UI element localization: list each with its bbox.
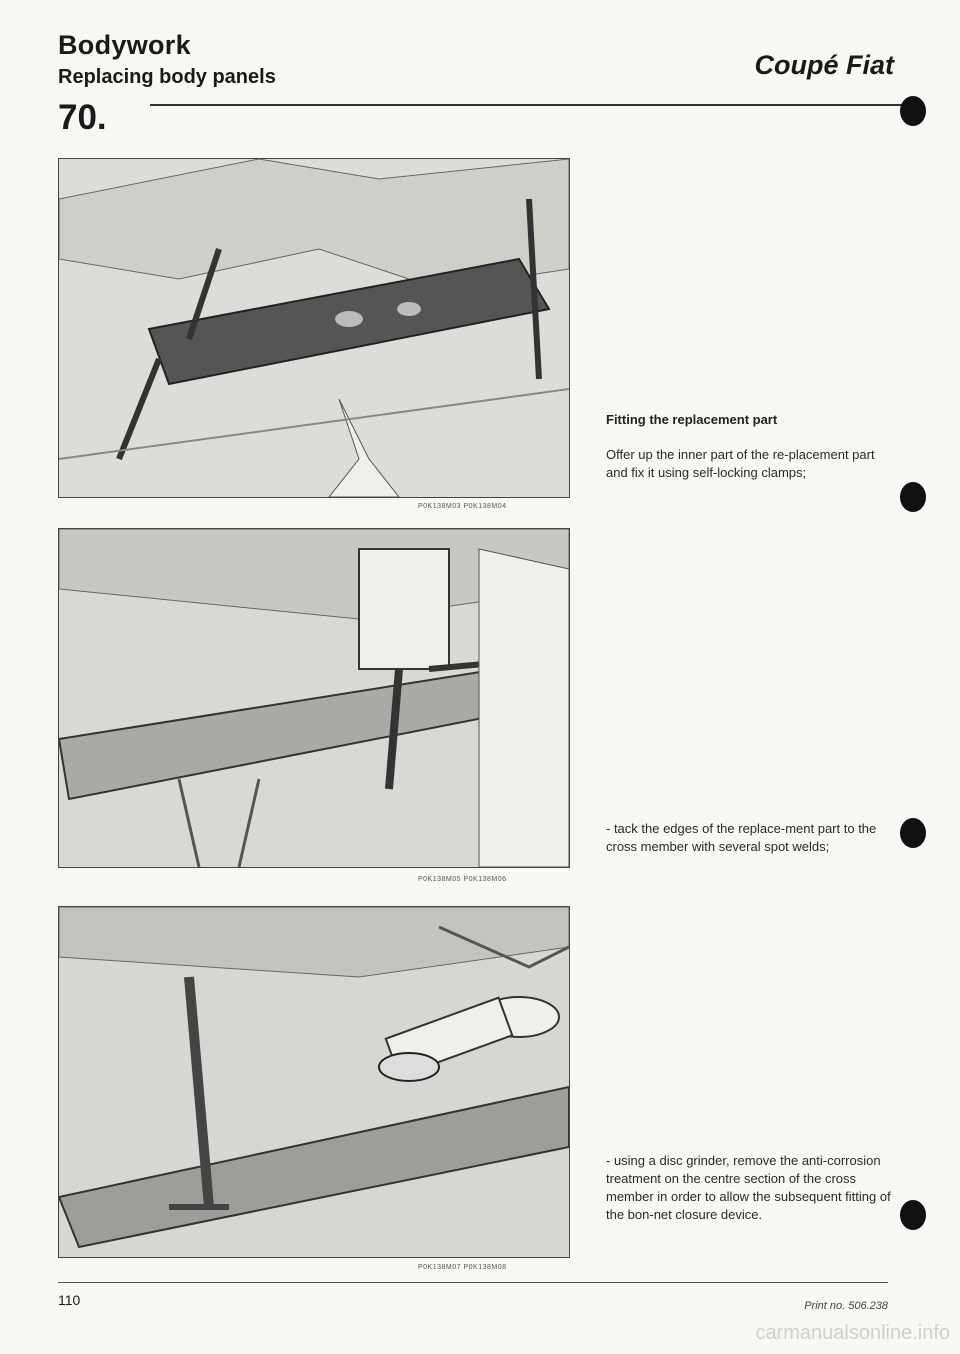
figure-code: P0K138M03 P0K138M04 [418, 503, 507, 510]
illustration-drawing [59, 159, 569, 497]
print-number: Print no. 506.238 [804, 1300, 888, 1312]
instruction-step: Offer up the inner part of the re-placement part and fix it using self-locking clamps; [606, 447, 875, 480]
step-number: 70. [58, 98, 107, 137]
model-name: Coupé Fiat [754, 50, 894, 80]
illustration-clamps-fitted [58, 158, 570, 498]
illustration-drawing [59, 529, 569, 867]
illustration-spot-welding [58, 528, 570, 868]
header-rule [150, 104, 910, 106]
binding-hole-marker [900, 96, 926, 126]
illustration-drawing [59, 907, 569, 1257]
instruction-step: - using a disc grinder, remove the anti-corrosion treatment on the centre section of the cross member in order to allow the subsequent fitting of the bon-net closure device. [606, 1153, 891, 1222]
binding-hole-marker [900, 482, 926, 512]
section-heading: Fitting the replacement part [606, 412, 778, 427]
footer-rule [58, 1282, 888, 1283]
binding-hole-marker [900, 1200, 926, 1230]
binding-hole-marker [900, 818, 926, 848]
watermark: carmanualsonline.info [755, 1322, 950, 1344]
page-number: 110 [58, 1292, 81, 1308]
figure-code: P0K138M07 P0K138M08 [418, 1264, 507, 1271]
instruction-step: - tack the edges of the replace-ment part to the cross member with several spot welds; [606, 821, 877, 854]
illustration-disc-grinding [58, 906, 570, 1258]
figure-code: P0K138M05 P0K138M06 [418, 876, 507, 883]
section-title: Bodywork [58, 30, 191, 60]
section-subtitle: Replacing body panels [58, 66, 276, 88]
